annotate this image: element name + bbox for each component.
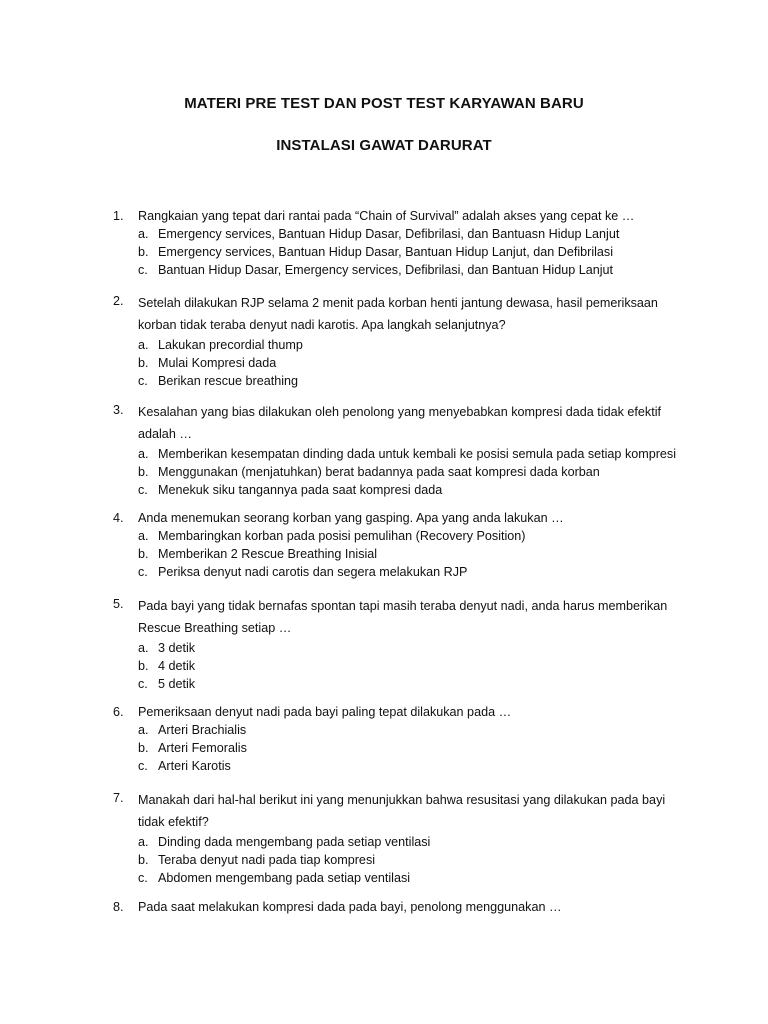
option-text: Memberikan kesempatan dinding dada untuk kembali ke posisi semula pada setiap kompresi <box>158 447 677 461</box>
option-text: Lakukan precordial thump <box>158 338 303 352</box>
question-number: 3. <box>113 403 124 417</box>
option-letter: b. <box>138 245 149 259</box>
option-letter: c. <box>138 677 148 691</box>
option-b <box>113 354 693 372</box>
option-a <box>113 445 693 463</box>
option-text: Berikan rescue breathing <box>158 374 299 388</box>
option-letter: b. <box>138 853 149 867</box>
option-b <box>113 657 693 675</box>
option-b <box>113 851 693 869</box>
option-letter: b. <box>138 465 149 479</box>
option-text: Teraba denyut nadi pada tiap kompresi <box>158 853 376 867</box>
question-1 <box>113 207 693 279</box>
question-3 <box>113 401 693 499</box>
option-a <box>113 833 693 851</box>
option-letter: a. <box>138 835 149 849</box>
option-a <box>113 336 693 354</box>
document-subtitle: INSTALASI GAWAT DARURAT <box>276 137 492 154</box>
option-c <box>113 481 693 499</box>
question-text: Setelah dilakukan RJP selama 2 menit pada korban henti jantung dewasa, hasil pemeriksaan korban tidak teraba denyut nadi karotis. Apa langkah selanjutnya? <box>138 296 658 332</box>
option-text: Arteri Brachialis <box>158 723 247 737</box>
option-text: Menekuk siku tangannya pada saat kompresi dada <box>158 483 443 497</box>
option-b <box>113 463 693 481</box>
question-number: 2. <box>113 294 124 308</box>
option-letter: c. <box>138 759 148 773</box>
option-b <box>113 545 693 563</box>
option-letter: c. <box>138 871 148 885</box>
question-text: Kesalahan yang bias dilakukan oleh penolong yang menyebabkan kompresi dada tidak efektif adalah … <box>138 405 661 441</box>
question-2 <box>113 292 693 390</box>
option-letter: c. <box>138 483 148 497</box>
option-a <box>113 527 693 545</box>
question-text: Manakah dari hal-hal berikut ini yang menunjukkan bahwa resusitasi yang dilakukan pada bayi tidak efektif? <box>138 793 666 829</box>
option-letter: a. <box>138 641 149 655</box>
question-number: 8. <box>113 900 124 914</box>
option-a <box>113 721 693 739</box>
option-c <box>113 869 693 887</box>
option-letter: b. <box>138 547 149 561</box>
option-letter: a. <box>138 529 149 543</box>
option-text: Bantuan Hidup Dasar, Emergency services, Defibrilasi, dan Bantuan Hidup Lanjut <box>158 263 614 277</box>
option-c <box>113 675 693 693</box>
option-letter: b. <box>138 356 149 370</box>
option-letter: c. <box>138 374 148 388</box>
option-c <box>113 372 693 390</box>
option-letter: a. <box>138 723 149 737</box>
option-letter: a. <box>138 227 149 241</box>
option-b <box>113 243 693 261</box>
option-a <box>113 225 693 243</box>
question-number: 4. <box>113 511 124 525</box>
option-c <box>113 563 693 581</box>
option-text: 3 detik <box>158 641 196 655</box>
option-letter: a. <box>138 447 149 461</box>
document-title: MATERI PRE TEST DAN POST TEST KARYAWAN BARU <box>184 95 584 112</box>
option-text: Abdomen mengembang pada setiap ventilasi <box>158 871 411 885</box>
option-text: Memberikan 2 Rescue Breathing Inisial <box>158 547 378 561</box>
option-letter: b. <box>138 659 149 673</box>
option-letter: c. <box>138 263 148 277</box>
option-text: Arteri Femoralis <box>158 741 247 755</box>
option-text: 5 detik <box>158 677 196 691</box>
question-5 <box>113 595 693 693</box>
question-number: 7. <box>113 791 124 805</box>
option-letter: b. <box>138 741 149 755</box>
question-text: Pada bayi yang tidak bernafas spontan tapi masih teraba denyut nadi, anda harus memberikan Rescue Breathing setiap … <box>138 599 668 635</box>
option-text: Dinding dada mengembang pada setiap ventilasi <box>158 835 431 849</box>
question-4 <box>113 509 693 581</box>
option-letter: c. <box>138 565 148 579</box>
option-a <box>113 639 693 657</box>
option-letter: a. <box>138 338 149 352</box>
option-b <box>113 739 693 757</box>
option-text: 4 detik <box>158 659 196 673</box>
question-text: Anda menemukan seorang korban yang gasping. Apa yang anda lakukan … <box>138 511 564 525</box>
option-text: Menggunakan (menjatuhkan) berat badannya pada saat kompresi dada korban <box>158 465 600 479</box>
question-7 <box>113 789 693 887</box>
option-text: Emergency services, Bantuan Hidup Dasar, Defibrilasi, dan Bantuasn Hidup Lanjut <box>158 227 620 241</box>
question-6 <box>113 703 693 775</box>
option-c <box>113 757 693 775</box>
question-text: Rangkaian yang tepat dari rantai pada “Chain of Survival” adalah akses yang cepat ke … <box>138 209 635 223</box>
question-8 <box>113 898 693 916</box>
question-number: 1. <box>113 209 124 223</box>
option-text: Emergency services, Bantuan Hidup Dasar, Bantuan Hidup Lanjut, dan Defibrilasi <box>158 245 614 259</box>
question-number: 5. <box>113 597 124 611</box>
option-text: Membaringkan korban pada posisi pemulihan (Recovery Position) <box>158 529 526 543</box>
question-text: Pemeriksaan denyut nadi pada bayi paling tepat dilakukan pada … <box>138 705 512 719</box>
question-text: Pada saat melakukan kompresi dada pada bayi, penolong menggunakan … <box>138 900 562 914</box>
option-text: Periksa denyut nadi carotis dan segera melakukan RJP <box>158 565 468 579</box>
option-text: Arteri Karotis <box>158 759 231 773</box>
question-number: 6. <box>113 705 124 719</box>
option-text: Mulai Kompresi dada <box>158 356 277 370</box>
option-c <box>113 261 693 279</box>
